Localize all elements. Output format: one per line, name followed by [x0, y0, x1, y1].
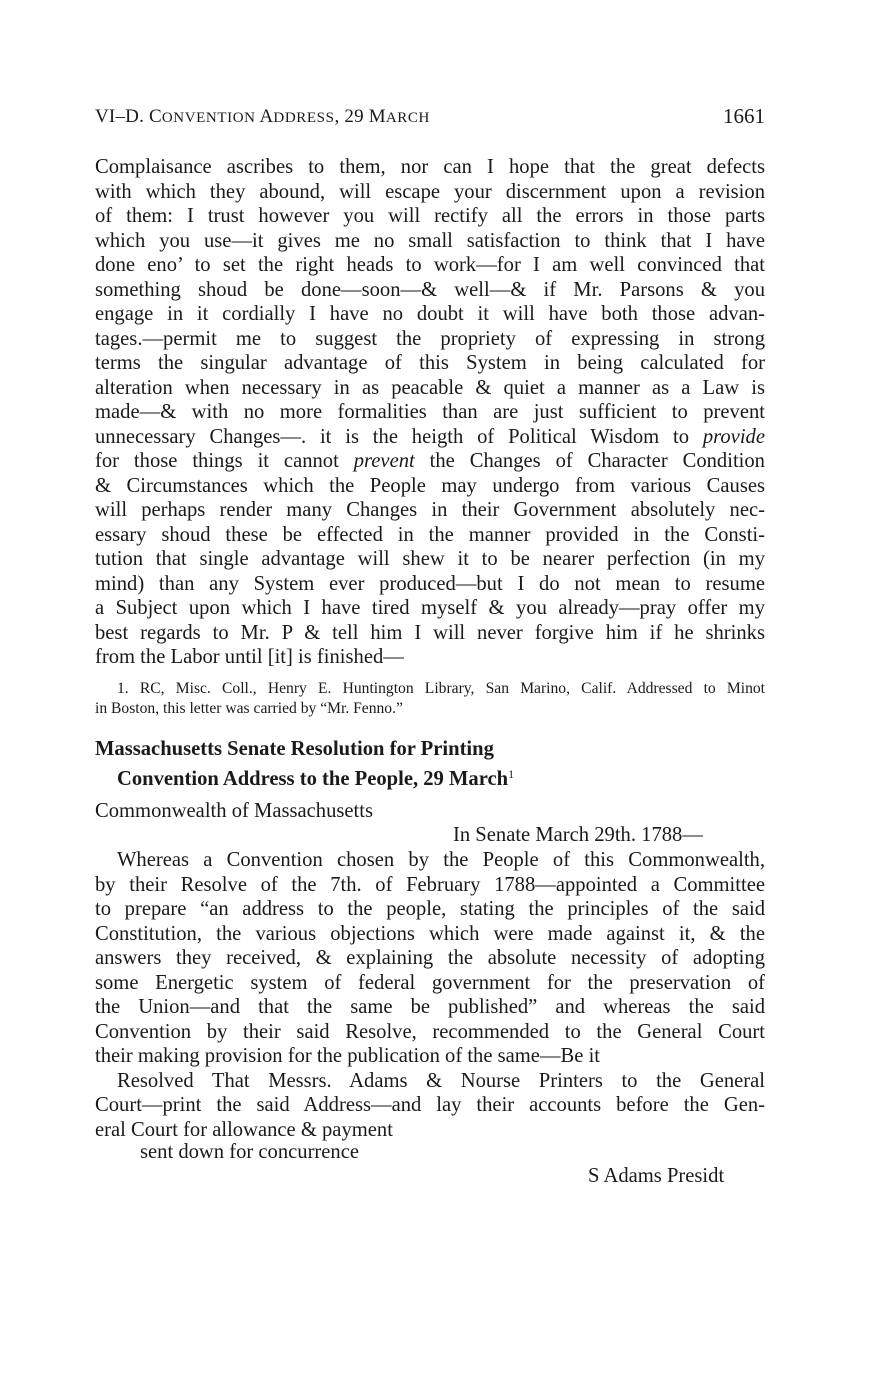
footnote-line: in Boston, this letter was carried by “Mr. Fenno.” — [95, 699, 403, 717]
text-line: mind) than any System ever produced—but I do not mean to resume — [95, 572, 765, 595]
text-line: something shoud be done—soon—& well—& if Mr. Parsons & you — [95, 278, 765, 301]
text-line: eral Court for allowance & payment — [95, 1118, 393, 1141]
footnote-line: 1. RC, Misc. Coll., Henry E. Huntington Library, San Marino, Calif. Addressed to Minot — [117, 680, 765, 697]
text-line: by their Resolve of the 7th. of February 1788—appointed a Committee — [95, 873, 765, 896]
text-line: from the Labor until [it] is finished— — [95, 646, 404, 668]
text-line: engage in it cordially I have no doubt it will have both those advan- — [95, 303, 765, 325]
signature: S Adams Presidt — [588, 1165, 725, 1187]
text-line: with which they abound, will escape your discernment upon a revision — [95, 180, 765, 203]
text-line: & Circumstances which the People may undergo from various Causes — [95, 474, 765, 497]
text-line: the Union—and that the same be published” and whereas the said — [95, 996, 765, 1018]
text-line: tages.—permit me to suggest the propriety of expressing in strong — [95, 327, 765, 350]
footnote-marker: 1 — [508, 766, 515, 781]
text-line: Court—print the said Address—and lay their accounts before the Gen- — [95, 1094, 765, 1116]
text-line: done eno’ to set the right heads to work—for I am well convinced that — [95, 254, 765, 276]
running-head — [95, 104, 765, 132]
footnote — [95, 679, 765, 718]
text-line: Constitution, the various objections which were made against it, & the — [95, 922, 765, 945]
text-line: Convention by their said Resolve, recommended to the General Court — [95, 1020, 765, 1043]
text-line: to prepare “an address to the people, stating the principles of the said — [95, 898, 765, 920]
resolution-body — [95, 848, 765, 1142]
text-line: for those things it cannot prevent the Changes of Character Condition — [95, 450, 765, 472]
page-number: 1661 — [723, 104, 765, 128]
text-line: Whereas a Convention chosen by the People of this Commonwealth, — [117, 849, 765, 871]
document-place: Commonwealth of Massachusetts — [95, 800, 373, 822]
document-date: In Senate March 29th. 1788— — [453, 824, 703, 846]
text-line: a Subject upon which I have tired myself & you already—pray offer my — [95, 597, 765, 619]
heading-line: Convention Address to the People, 29 March$^1$ — [117, 766, 515, 790]
text-line: some Energetic system of federal government for the preservation of — [95, 971, 765, 994]
letter-text — [95, 155, 765, 670]
text-line: tution that single advantage will shew it to be nearer perfection (in my — [95, 548, 765, 570]
italic-word: prevent — [353, 450, 415, 472]
text-line: Resolved That Messrs. Adams & Nourse Printers to the General — [117, 1069, 765, 1092]
text-line: which you use—it gives me no small satisfaction to think that I have — [95, 229, 765, 252]
concurrence-note: sent down for concurrence — [140, 1141, 359, 1163]
text-line: will perhaps render many Changes in their Government absolutely nec- — [95, 499, 765, 521]
italic-word: provide — [702, 425, 765, 448]
text-line: made—& with no more formalities than are just sufficient to prevent — [95, 401, 765, 423]
text-line: of them: I trust however you will rectify all the errors in those parts — [95, 205, 765, 227]
text-line: best regards to Mr. P & tell him I will never forgive him if he shrinks — [95, 621, 765, 644]
text-line: Complaisance ascribes to them, nor can I hope that the great defects — [95, 156, 765, 178]
section-heading — [95, 737, 765, 791]
heading-line: Massachusetts Senate Resolution for Printing — [95, 738, 494, 760]
text-line: alteration when necessary in as peacable & quiet a manner as a Law is — [95, 376, 765, 399]
text-line: essary shoud these be effected in the manner provided in the Consti- — [95, 523, 765, 546]
text-line: answers they received, & explaining the absolute necessity of adopting — [95, 947, 765, 969]
text-line: their making provision for the publication of the same—Be it — [95, 1045, 601, 1067]
text-line: unnecessary Changes—. it is the heigth of Political Wisdom to provide — [95, 425, 765, 448]
text-line: terms the singular advantage of this System in being calculated for — [95, 352, 765, 374]
running-head-title: VI–D. CONVENTION ADDRESS, 29 MARCH — [95, 106, 430, 127]
